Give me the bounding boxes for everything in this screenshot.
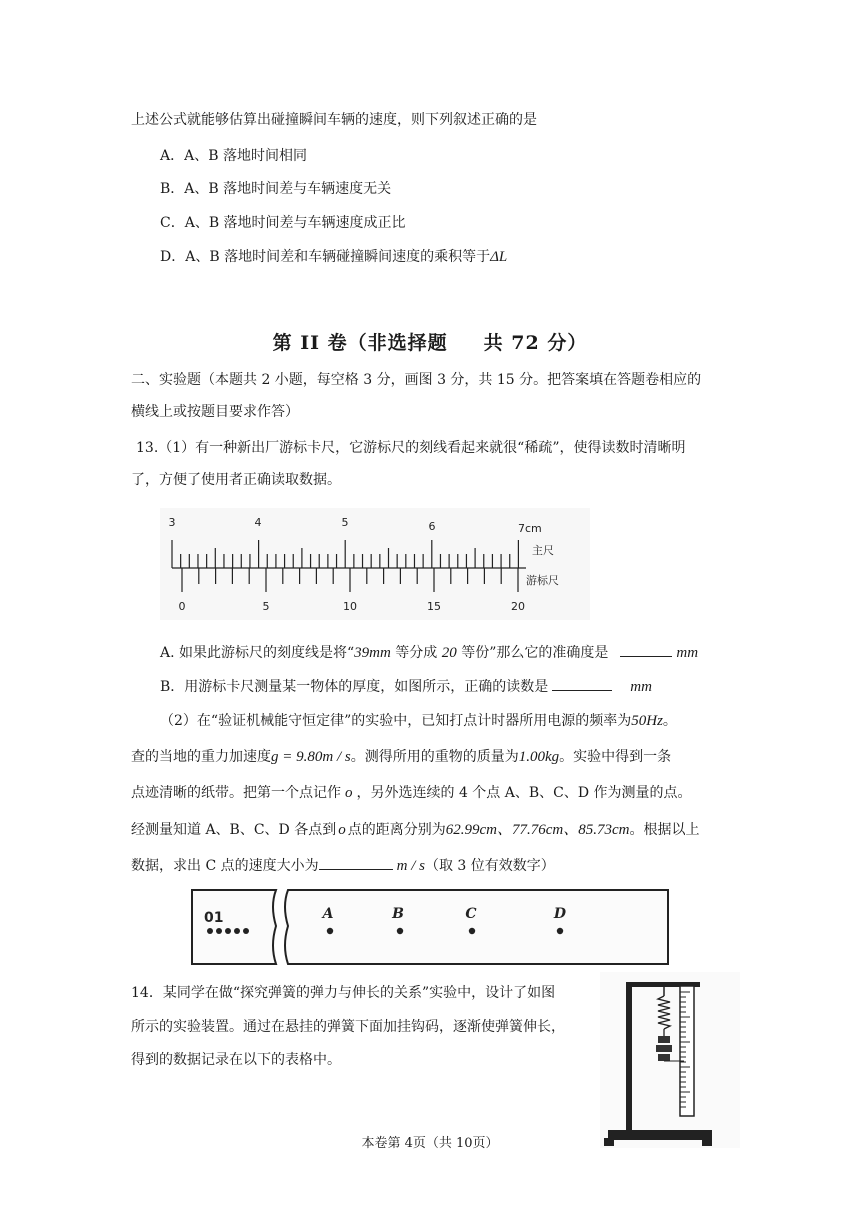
q12-option-b: B．A、B 落地时间差与车辆速度无关: [160, 181, 392, 197]
q13-a-value: 39mm: [354, 645, 391, 661]
hook-weight-2: [656, 1045, 672, 1052]
q13-part2-line2-text: 查的当地的重力加速度: [131, 749, 271, 765]
main-label-5: 5: [341, 516, 349, 529]
section-title-part1: 第 II 卷（非选择题: [272, 332, 448, 354]
q13-part1-line2: 了，方便了使用者正确读取数据。: [131, 472, 341, 488]
section-title: [0, 328, 860, 355]
q13-a-prefix: A. 如果此游标尺的刻度线是将“: [160, 645, 355, 661]
frequency-value: 50Hz: [631, 713, 663, 729]
point-o-label-2: o: [338, 822, 346, 838]
q13-a-count: 20: [441, 645, 457, 661]
q13-part2-line1-end: 。: [662, 713, 677, 729]
point-o-label: o: [345, 785, 353, 801]
tape-start-dot: [216, 928, 222, 934]
q12-option-d: [160, 247, 507, 267]
page-footer: 本卷第 4页（共 10页）: [361, 1136, 499, 1151]
q13-b-text: B．用游标卡尺测量某一物体的厚度，如图所示，正确的读数是: [160, 679, 549, 695]
vernier-scale-label: 游标尺: [526, 574, 559, 587]
tape-start-dot: [207, 928, 213, 934]
q13-part2-line2-mid: 。测得所用的重物的质量为: [350, 749, 519, 765]
q13-part2-line2: [131, 747, 671, 767]
tape-dot-d: [557, 928, 563, 934]
hook-weight-1: [658, 1036, 670, 1043]
vernier-label-0: 0: [178, 600, 186, 613]
main-label-6: 6: [428, 520, 436, 533]
q13-part2-line4: [131, 820, 699, 840]
vernier-label-10: 10: [343, 600, 357, 613]
section-intro-line1: 二、实验题（本题共 2 小题，每空格 3 分，画图 3 分，共 15 分。把答案填在答题卷相应的: [131, 372, 702, 388]
q14-line2: 所示的实验装置。通过在悬挂的弹簧下面加挂钩码，逐渐使弹簧伸长，: [131, 1019, 565, 1035]
tape-start-label: 01: [204, 910, 224, 926]
q13-part2-line5-end: （取 3 位有效数字）: [424, 858, 555, 874]
q13-part2-line5: [131, 855, 555, 876]
q12-option-d-text: D．A、B 落地时间差和车辆碰撞瞬间速度的乘积等于: [160, 249, 491, 265]
tape-right-segment: [285, 890, 668, 964]
tape-dot-c: [469, 928, 475, 934]
spring-apparatus-figure: [600, 972, 740, 1148]
main-label-4: 4: [254, 516, 262, 529]
tape-start-dot: [225, 928, 231, 934]
q13-a-answer-blank[interactable]: [620, 642, 672, 657]
mass-value: 1.00kg: [518, 749, 560, 765]
vernier-label-5: 5: [262, 600, 270, 613]
distances-value: 62.99cm、77.76cm、85.73cm: [445, 822, 630, 838]
q13-part2-line5-text: 数据，求出 C 点的速度大小为: [131, 858, 319, 874]
vernier-label-20: 20: [511, 600, 525, 613]
q12-stem: 上述公式就能够估算出碰撞瞬间车辆的速度，则下列叙述正确的是: [131, 112, 537, 128]
main-scale-label: 主尺: [532, 544, 554, 557]
tape-label-b: B: [392, 906, 404, 922]
q13-question-a: [160, 642, 698, 663]
main-label-7cm: 7cm: [518, 522, 542, 535]
q13-a-suffix: 等份”那么它的准确度是: [456, 645, 609, 661]
main-label-3: 3: [168, 516, 176, 529]
q12-option-c: C．A、B 落地时间差与车辆速度成正比: [160, 215, 406, 231]
q13-c-velocity-blank[interactable]: [319, 855, 393, 870]
section-intro-line2: 横线上或按题目要求作答）: [131, 404, 299, 420]
q14-line1: 14．某同学在做“探究弹簧的弹力与伸长的关系”实验中，设计了如图: [131, 985, 556, 1001]
q13-part2-line3: [131, 783, 692, 803]
q13-part2-line4-end: 。根据以上: [629, 822, 700, 838]
tape-start-dot: [243, 928, 249, 934]
q13-a-mid: 等分成: [390, 645, 442, 661]
tape-label-d: D: [553, 906, 567, 922]
delta-l-symbol: ΔL: [490, 249, 508, 265]
q13-part2-line3-end: ，另外选连续的 4 个点 A、B、C、D 作为测量的点。: [356, 785, 692, 801]
tape-left-segment: [192, 890, 276, 964]
vernier-label-15: 15: [427, 600, 441, 613]
tape-dot-a: [327, 928, 333, 934]
tape-dot-b: [397, 928, 403, 934]
gravity-value: g = 9.80m / s: [271, 749, 351, 765]
q12-option-a: A．A、B 落地时间相同: [160, 148, 307, 164]
q13-part2-line1-text: （2）在“验证机械能守恒定律”的实验中，已知打点计时器所用电源的频率为: [160, 713, 632, 729]
section-title-part2: 共 72 分）: [483, 332, 588, 354]
q13-part2-line2-end: 。实验中得到一条: [559, 749, 672, 765]
tape-label-c: C: [465, 906, 477, 922]
q13-part2-line1: [160, 711, 677, 731]
q13-part2-line3-text: 点迹清晰的纸带。把第一个点记作: [131, 785, 341, 801]
q13-b-unit: mm: [630, 679, 652, 695]
tape-start-dot: [234, 928, 240, 934]
q13-a-unit: mm: [676, 645, 699, 661]
hook-weight-3: [658, 1054, 670, 1061]
paper-tape-figure: [190, 886, 670, 968]
q13-b-answer-blank[interactable]: [552, 676, 612, 691]
stand-pole: [626, 984, 632, 1134]
q13-question-b: [160, 676, 652, 697]
q13-part2-line4-text: 经测量知道 A、B、C、D 各点到: [131, 822, 337, 838]
velocity-unit: m / s: [396, 858, 425, 874]
vernier-caliper-figure: [160, 508, 590, 620]
tape-label-a: A: [322, 906, 334, 922]
q14-line3: 得到的数据记录在以下的表格中。: [131, 1052, 341, 1068]
q13-part1-line1: 13.（1）有一种新出厂游标卡尺，它游标尺的刻线看起来就很“稀疏”，使得读数时清晰明: [136, 440, 686, 456]
q13-part2-line4-mid: 点的距离分别为: [347, 822, 446, 838]
